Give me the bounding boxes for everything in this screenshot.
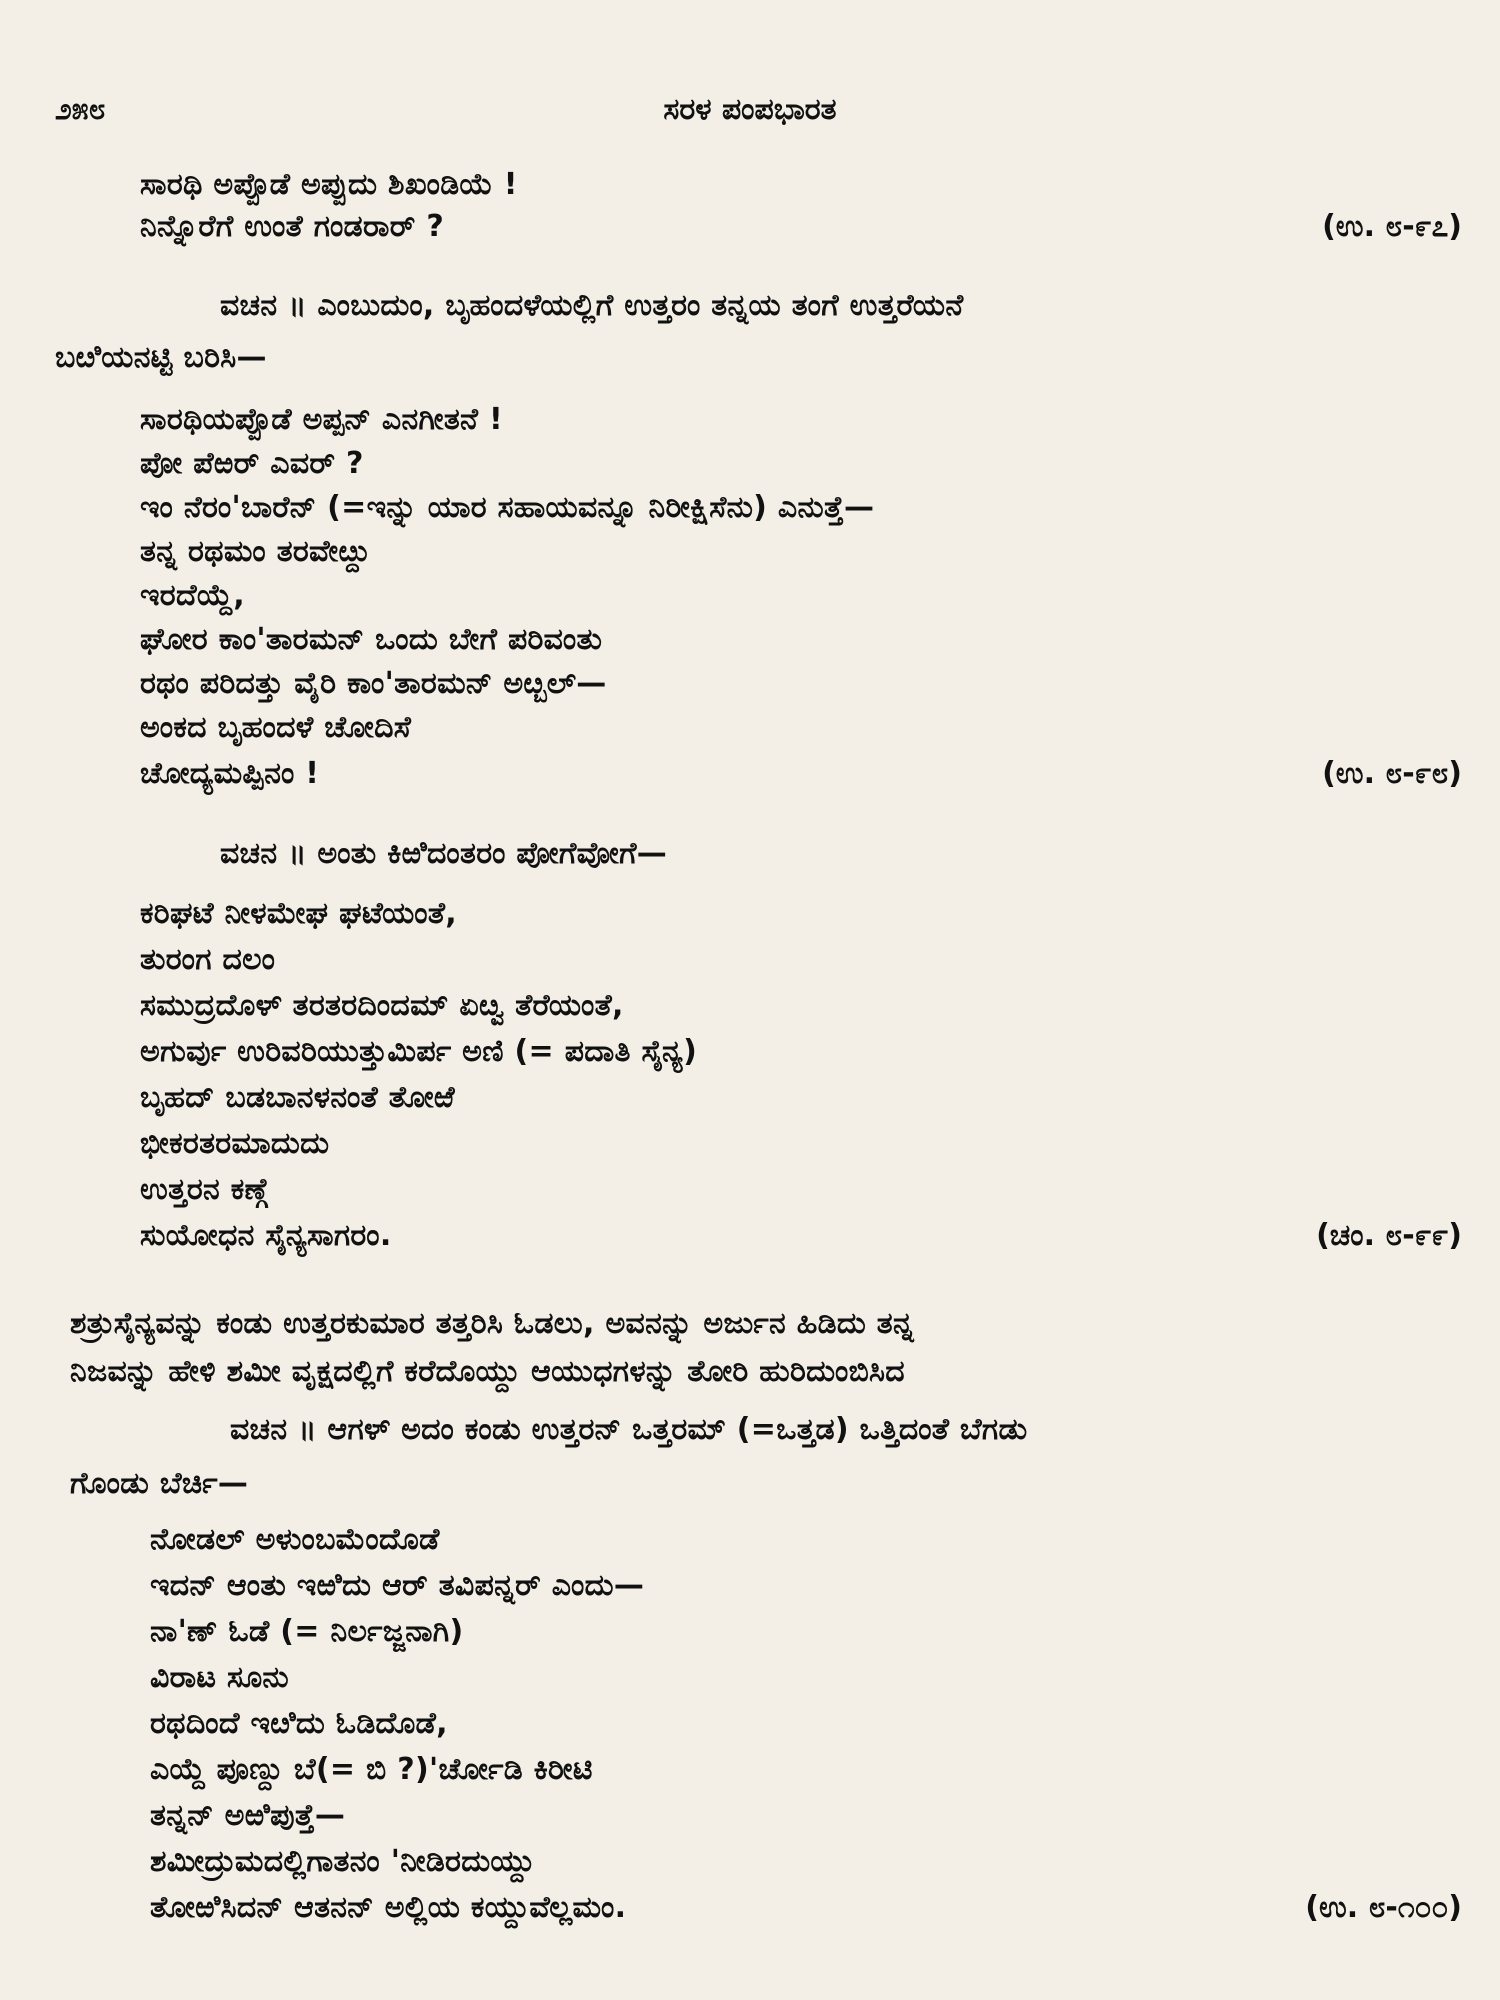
- page-header: [0, 92, 1500, 132]
- verse-reference: (ಚಂ. ೮-೯೯): [1316, 1218, 1462, 1253]
- verse-line: ಭೀಕರತರಮಾದುದು: [140, 1126, 330, 1161]
- verse-line: ತುರಂಗ ದಲಂ: [140, 942, 276, 977]
- verse-line: ಸಾರಥಿ ಅಪ್ಪೊಡೆ ಅಪ್ಪುದು ಶಿಖಂಡಿಯೆ !: [140, 167, 518, 202]
- verse-reference: (ಉ. ೮-೧೦೦): [1305, 1890, 1462, 1925]
- prose-line: ಗೊಂಡು ಬೆರ್ಚಿ—: [70, 1466, 249, 1501]
- verse-line: ತನ್ನನ್ ಅಱಿಪುತ್ತೆ—: [150, 1798, 346, 1833]
- verse-line: ಎಯ್ದೆ ಪೂಣ್ದು ಬೆ(= ಬಿ ?)'ರ್ಚೋಡಿ ಕಿರೀಟಿ: [150, 1752, 593, 1787]
- verse-line: ಬೃಹದ್ ಬಡಬಾನಳನಂತೆ ತೋಱೆ: [140, 1080, 455, 1115]
- verse-reference: (ಉ. ೮-೯೮): [1322, 756, 1462, 791]
- verse-line: ನೋಡಲ್ ಅಳುಂಬಮೆಂದೊಡೆ: [150, 1522, 440, 1557]
- verse-line: ಕರಿಘಟೆ ನೀಳಮೇಘ ಘಟೆಯಂತೆ,: [140, 896, 457, 931]
- summary-line: ಶತ್ರುಸೈನ್ಯವನ್ನು ಕಂಡು ಉತ್ತರಕುಮಾರ ತತ್ತರಿಸಿ ಓಡಲು, ಅವನನ್ನು ಅರ್ಜುನ ಹಿಡಿದು ತನ್ನ: [70, 1306, 915, 1341]
- prose-line: ವಚನ ॥ ಅಂತು ಕಿಱಿದಂತರಂ ಪೋಗೆವೋಗೆ—: [220, 836, 668, 871]
- verse-line: ಪೋ ಪೆಱರ್ ಎವರ್ ?: [140, 446, 364, 481]
- verse-reference: (ಉ. ೮-೯೭): [1322, 209, 1462, 244]
- verse-line: ನಿನ್ನೊರೆಗೆ ಉಂತೆ ಗಂಡರಾರ್ ?: [140, 209, 445, 244]
- verse-line: ವಿರಾಟ ಸೂನು: [150, 1660, 289, 1695]
- prose-line: ವಚನ ॥ ಎಂಬುದುಂ, ಬೃಹಂದಳೆಯಲ್ಲಿಗೆ ಉತ್ತರಂ ತನ್ನಯ ತಂಗೆ ಉತ್ತರೆಯನೆ: [220, 288, 964, 323]
- page-number: ೨೫೮: [55, 92, 106, 127]
- verse-line: ಚೋದ್ಯಮಪ್ಪಿನಂ !: [140, 756, 320, 791]
- verse-line: ತೋಱಿಸಿದನ್ ಆತನನ್ ಅಲ್ಲಿಯ ಕಯ್ದುವೆಲ್ಲಮಂ.: [150, 1890, 627, 1925]
- verse-line: ಸಾರಥಿಯಪ್ಪೊಡೆ ಅಪ್ಪನ್ ಎನಗೀತನೆ !: [140, 402, 503, 437]
- verse-line: ತನ್ನ ರಥಮಂ ತರವೇೞ್ದು: [140, 534, 371, 569]
- verse-line: ಅಂಕದ ಬೃಹಂದಳೆ ಚೋದಿಸೆ: [140, 710, 412, 745]
- verse-line: ನಾ'ಣ್ ಓಡೆ (= ನಿರ್ಲಜ್ಜನಾಗಿ): [150, 1614, 464, 1649]
- verse-line: ರಥದಿಂದೆ ಇೞಿದು ಓಡಿದೊಡೆ,: [150, 1706, 448, 1741]
- verse-line: ಅಗುರ್ವು ಉರಿವರಿಯುತ್ತುಮಿರ್ಪ ಅಣಿ (= ಪದಾತಿ ಸೈನ್ಯ): [140, 1034, 698, 1069]
- verse-line: ಸಮುದ್ರದೊಳ್ ತರತರದಿಂದಮ್ ಏೞ್ವ ತೆರೆಯಂತೆ,: [140, 988, 624, 1023]
- prose-line: ಬೞಿಯನಟ್ಟಿ ಬರಿಸಿ—: [55, 340, 267, 375]
- prose-line: ವಚನ ॥ ಆಗಳ್ ಅದಂ ಕಂಡು ಉತ್ತರನ್ ಒತ್ತರಮ್ (=ಒತ್ತಡ) ಒತ್ತಿದಂತೆ ಬೆಗಡು: [230, 1412, 1028, 1447]
- summary-line: ನಿಜವನ್ನು ಹೇಳಿ ಶಮೀ ವೃಕ್ಷದಲ್ಲಿಗೆ ಕರೆದೊಯ್ದು ಆಯುಧಗಳನ್ನು ತೋರಿ ಹುರಿದುಂಬಿಸಿದ: [70, 1354, 905, 1389]
- verse-line: ಘೋರ ಕಾಂ'ತಾರಮನ್ ಒಂದು ಬೇಗೆ ಪರಿವಂತು: [140, 622, 603, 657]
- verse-line: ಸುಯೋಧನ ಸೈನ್ಯಸಾಗರಂ.: [140, 1218, 392, 1253]
- verse-line: ಇಂ ನೆರಂ'ಬಾರೆನ್ (=ಇನ್ನು ಯಾರ ಸಹಾಯವನ್ನೂ ನಿರೀಕ್ಷಿಸೆನು) ಎನುತ್ತೆ—: [140, 490, 875, 525]
- verse-line: ಇರದೆಯ್ದೆ,: [140, 578, 245, 613]
- verse-line: ರಥಂ ಪರಿದತ್ತು ವೈರಿ ಕಾಂ'ತಾರಮನ್ ಅೞ್ಬಲ್—: [140, 666, 607, 701]
- verse-line: ಶಮೀದ್ರುಮದಲ್ಲಿಗಾತನಂ 'ನೀಡಿರದುಯ್ದು: [150, 1844, 536, 1879]
- running-title: ಸರಳ ಪಂಪಭಾರತ: [663, 92, 837, 127]
- verse-line: ಇದನ್ ಆಂತು ಇಱಿದು ಆರ್ ತವಿಪನ್ನರ್ ಎಂದು—: [150, 1568, 645, 1603]
- verse-line: ಉತ್ತರನ ಕಣ್ಗೆ: [140, 1172, 269, 1207]
